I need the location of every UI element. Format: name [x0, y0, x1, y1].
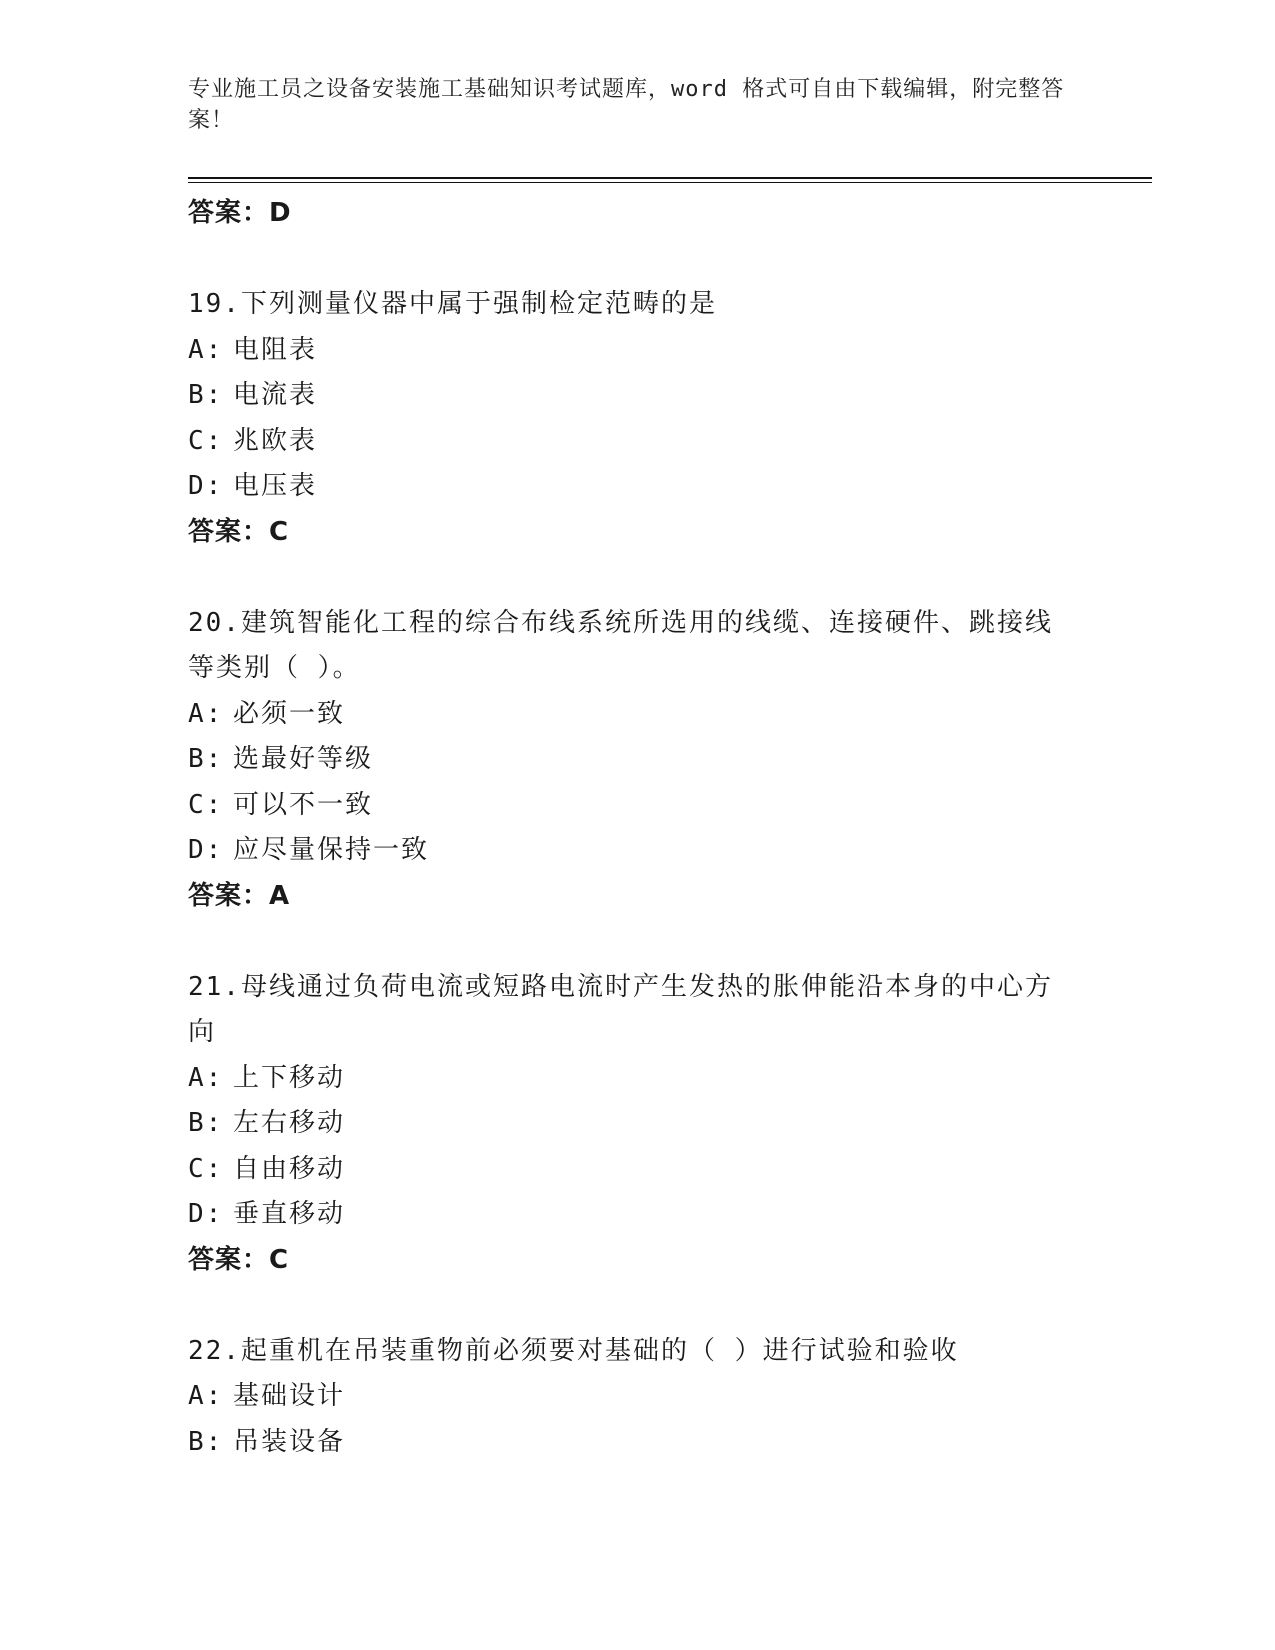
- option-line: [188, 373, 1088, 419]
- option-text: 可以不一致: [233, 789, 374, 820]
- option-letter: A:: [188, 1381, 224, 1411]
- option-line: [188, 1101, 1088, 1147]
- answer-line: 答案：C: [188, 1244, 290, 1275]
- option-letter: C:: [188, 789, 224, 820]
- option-text: 垂直移动: [233, 1199, 346, 1229]
- document-header: 专业施工员之设备安装施工基础知识考试题库，word 格式可自由下载编辑，附完整答案！: [188, 77, 1065, 133]
- option-letter: B:: [188, 1108, 224, 1138]
- option-letter: D:: [188, 835, 224, 865]
- option-text: 左右移动: [233, 1108, 346, 1138]
- option-letter: C:: [188, 425, 224, 456]
- option-letter: D:: [188, 1199, 224, 1229]
- option-letter: A:: [188, 1062, 224, 1093]
- question-stem: 22.起重机在吊装重物前必须要对基础的（ ）进行试验和验收: [188, 1335, 959, 1366]
- option-text: 兆欧表: [233, 425, 318, 456]
- option-text: 必须一致: [233, 698, 346, 729]
- option-letter: A:: [188, 698, 224, 729]
- option-line: [188, 1056, 1088, 1102]
- answer-line: 答案：A: [188, 880, 291, 911]
- option-letter: B:: [188, 744, 224, 774]
- question-block: [188, 601, 1088, 920]
- option-line: [188, 1192, 1088, 1238]
- option-text: 吊装设备: [233, 1426, 346, 1457]
- option-letter: A:: [188, 334, 224, 365]
- question-block: [188, 1329, 1088, 1466]
- option-text: 应尽量保持一致: [233, 835, 430, 865]
- option-letter: C:: [188, 1153, 224, 1184]
- option-line: [188, 419, 1088, 465]
- header-divider-thin: [188, 182, 1152, 183]
- option-line: [188, 737, 1088, 783]
- option-line: [188, 328, 1088, 374]
- option-text: 电阻表: [233, 334, 318, 365]
- option-text: 电流表: [233, 380, 318, 410]
- question-block: [188, 282, 1088, 555]
- answer-line: 答案：D: [188, 198, 292, 228]
- option-letter: B:: [188, 1426, 224, 1457]
- option-line: [188, 1420, 1088, 1466]
- question-block: [188, 965, 1088, 1284]
- option-text: 基础设计: [233, 1381, 346, 1411]
- option-text: 选最好等级: [233, 744, 374, 774]
- option-text: 上下移动: [233, 1062, 346, 1093]
- option-text: 电压表: [233, 471, 318, 501]
- option-line: [188, 692, 1088, 738]
- option-line: [188, 1374, 1088, 1420]
- question-stem: 21.母线通过负荷电流或短路电流时产生发热的胀伸能沿本身的中心方向: [188, 971, 1053, 1047]
- question-stem: 19.下列测量仪器中属于强制检定范畴的是: [188, 289, 717, 319]
- question-list: [188, 191, 1088, 1465]
- option-line: [188, 828, 1088, 874]
- option-letter: B:: [188, 380, 224, 410]
- question-stem: 20.建筑智能化工程的综合布线系统所选用的线缆、连接硬件、跳接线等类别（ ）。: [188, 607, 1053, 683]
- header-divider-thick: [188, 177, 1152, 179]
- option-line: [188, 464, 1088, 510]
- option-letter: D:: [188, 471, 224, 501]
- option-text: 自由移动: [233, 1153, 346, 1184]
- option-line: [188, 783, 1088, 829]
- answer-line: 答案：C: [188, 516, 290, 547]
- option-line: [188, 1147, 1088, 1193]
